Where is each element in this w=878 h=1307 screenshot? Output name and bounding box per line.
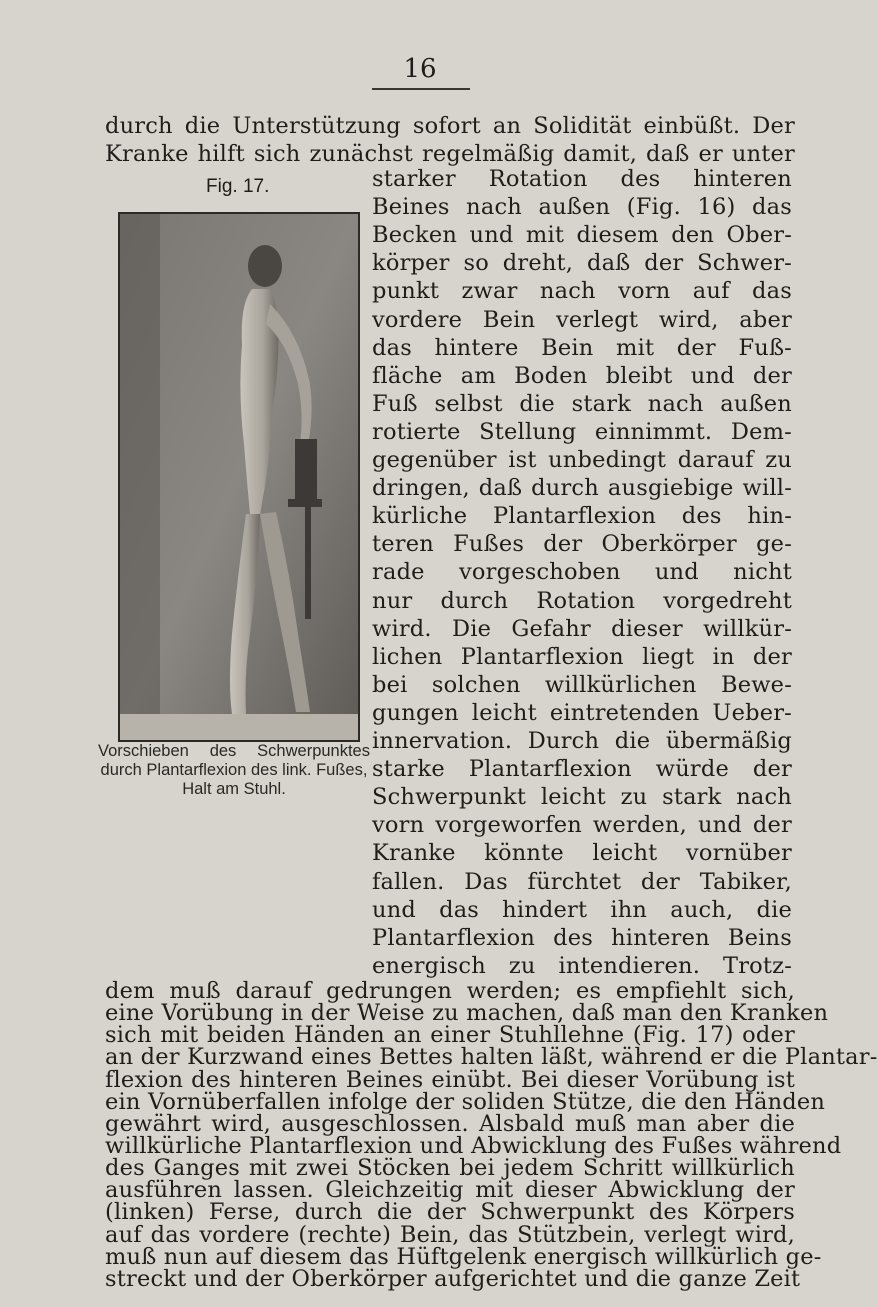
text-column-line-28: Plantarflexion des hinteren Beins [372,924,792,951]
text-bottom-line-10: ausführen lassen. Gleichzeitig mit dieser Abwicklung der [105,1177,795,1204]
text-column-line-20: gungen leicht eintretenden Ueber- [372,699,792,726]
text-bottom-line-5: flexion des hinteren Beines einübt. Bei dieser Vorübung ist [105,1066,795,1093]
text-column-line-10: rotierte Stellung einnimmt. Dem- [372,418,792,445]
text-bottom-line-9: des Ganges mit zwei Stöcken bei jedem Schritt willkürlich [105,1155,795,1182]
text-bottom-line-1: dem muß darauf gedrungen werden; es empfiehlt sich, [105,978,795,1004]
text-column-line-22: starke Plantarflexion würde der [372,756,792,783]
text-column-line-27: und das hindert ihn auch, die [372,896,792,923]
text-top-line-2: Kranke hilft sich zunächst regelmäßig damit, daß er unter [105,141,795,167]
text-column-line-25: Kranke könnte leicht vornüber [372,840,792,867]
text-bottom-line-12: auf das vordere (rechte) Bein, das Stützbein, verlegt wird, [105,1221,795,1248]
text-bottom-line-14: streckt und der Oberkörper aufgerichtet und die ganze Zeit [105,1265,801,1292]
text-column-line-16: nur durch Rotation vorgedreht [372,587,792,614]
page-number: 16 [403,54,437,84]
text-top-line-1: durch die Unterstützung sofort an Solidität einbüßt. Der [105,113,795,139]
text-column-line-7: das hintere Bein mit der Fuß- [372,334,792,361]
text-bottom-line-2: eine Vorübung in der Weise zu machen, daß man den Kranken [105,1000,829,1027]
text-column-line-1: starker Rotation des hinteren [372,166,792,192]
text-bottom-line-3: sich mit beiden Händen an einer Stuhllehne (Fig. 17) oder [105,1022,795,1049]
text-column-line-23: Schwerpunkt leicht zu stark nach [372,784,792,811]
text-column-line-24: vorn vorgeworfen werden, und der [372,812,792,839]
text-bottom-line-4: an der Kurzwand eines Bettes halten läßt, während er die Plantar- [105,1044,878,1071]
text-bottom-line-11: (linken) Ferse, durch die der Schwerpunkt des Körpers [105,1199,795,1226]
text-column-line-12: dringen, daß durch ausgiebige will- [372,475,792,502]
text-column-line-2: Beines nach außen (Fig. 16) das [372,194,792,221]
figure-caption-line-1: Vorschieben des Schwerpunktes [98,742,370,760]
text-column-line-4: körper so dreht, daß der Schwer- [372,250,792,277]
figure-label: Fig. 17. [206,176,270,197]
text-column-line-17: wird. Die Gefahr dieser willkür- [372,615,792,642]
text-column-line-15: rade vorgeschoben und nicht [372,559,792,586]
text-column-line-8: fläche am Boden bleibt und der [372,362,792,389]
text-column-line-29: energisch zu intendieren. Trotz- [372,952,792,979]
text-bottom-line-7: gewährt wird, ausgeschlossen. Alsbald muß man aber die [105,1110,795,1137]
text-column-line-3: Becken und mit diesem den Ober- [372,222,792,249]
text-column-line-18: lichen Plantarflexion liegt in der [372,643,792,670]
text-column-line-5: punkt zwar nach vorn auf das [372,278,792,305]
text-column-line-9: Fuß selbst die stark nach außen [372,390,792,417]
text-column-line-6: vordere Bein verlegt wird, aber [372,306,792,333]
text-bottom-line-8: willkürliche Plantarflexion und Abwicklung des Fußes während [105,1133,842,1159]
text-column-line-11: gegenüber ist unbedingt darauf zu [372,447,792,474]
header-rule [372,88,470,90]
text-column-line-13: kürliche Plantarflexion des hin- [372,503,792,530]
figure-photo [118,212,360,742]
text-bottom-line-13: muß nun auf diesem das Hüftgelenk energisch willkürlich ge- [105,1243,822,1270]
text-bottom-line-6: ein Vornüberfallen infolge der soliden Stütze, die den Händen [105,1088,826,1115]
figure-caption-line-3: Halt am Stuhl. [182,780,286,798]
figure-caption-line-2: durch Plantarflexion des link. Fußes, [100,761,368,779]
text-column-line-19: bei solchen willkürlichen Bewe- [372,671,792,698]
text-column-line-21: innervation. Durch die übermäßig [372,728,792,755]
text-column-line-14: teren Fußes der Oberkörper ge- [372,531,792,558]
text-column-line-26: fallen. Das fürchtet der Tabiker, [372,868,792,895]
figure-caption [98,742,370,799]
